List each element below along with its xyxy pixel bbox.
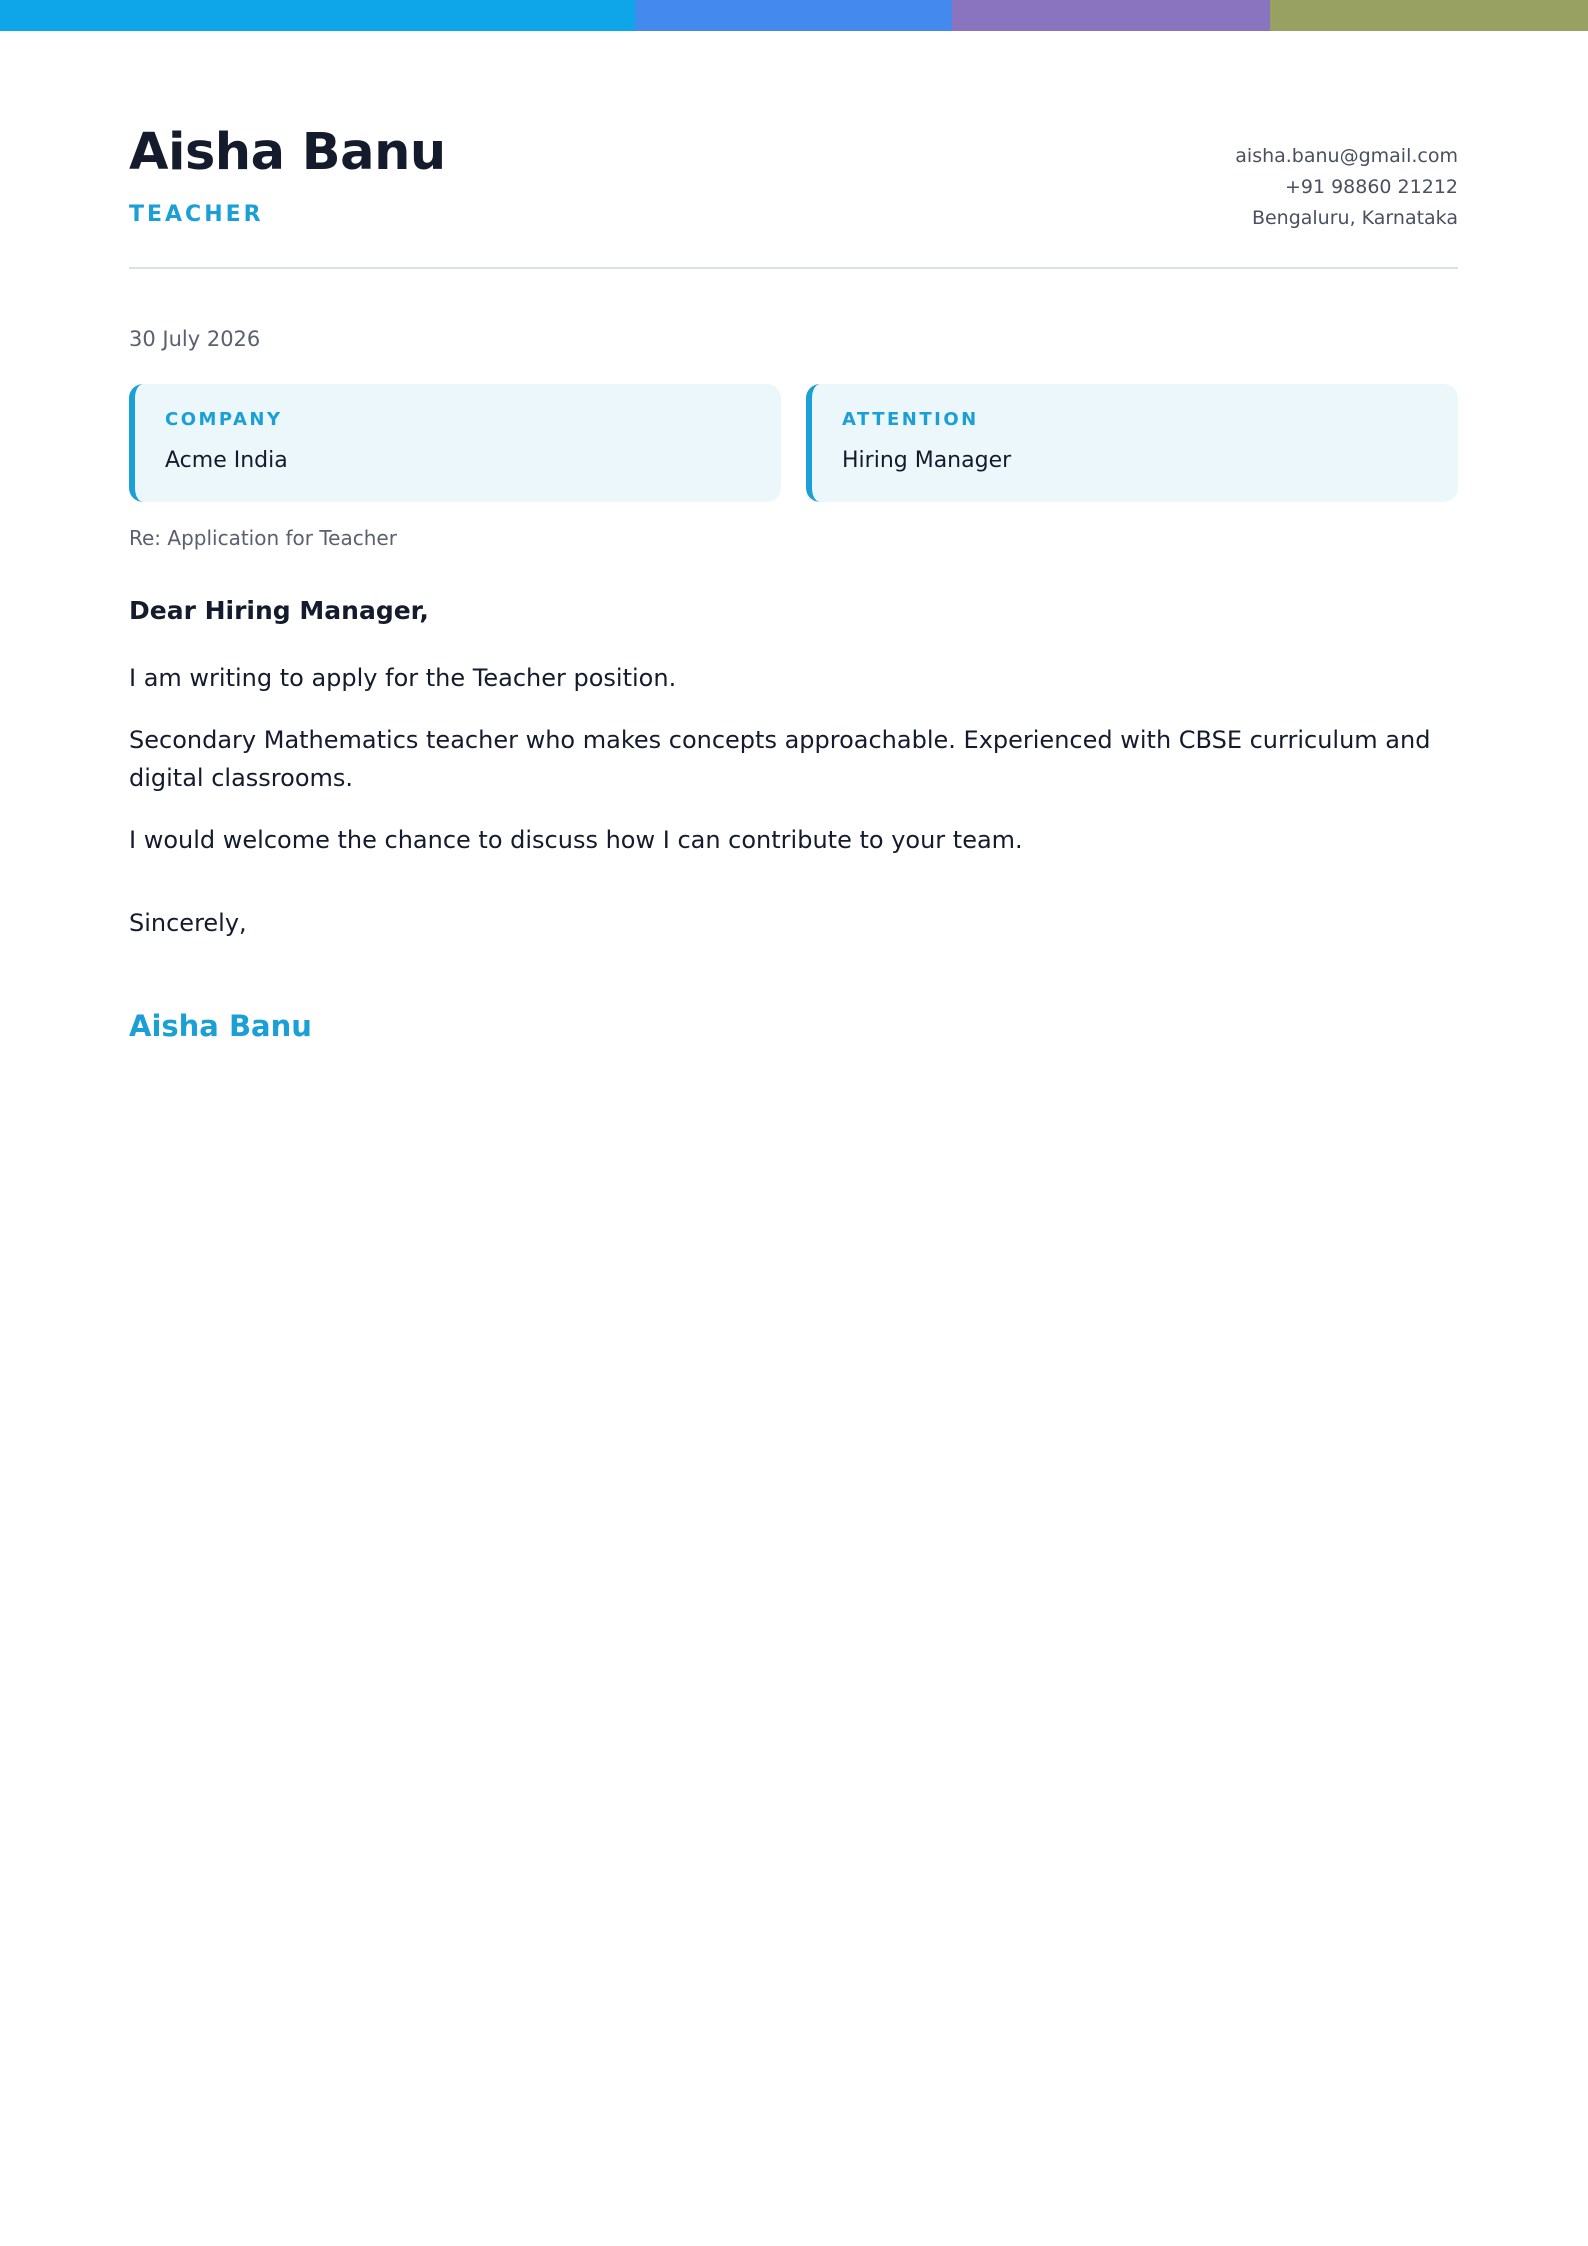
salutation: Dear Hiring Manager, <box>129 596 429 625</box>
attention-card <box>806 384 1458 502</box>
contact-location: Bengaluru, Karnataka <box>1251 207 1458 229</box>
contact-email: aisha.banu@gmail.com <box>1235 145 1458 167</box>
letter-subject: Re: Application for Teacher <box>129 526 397 550</box>
closing: Sincerely, <box>129 909 247 937</box>
contact-phone: +91 98860 21212 <box>1284 176 1458 198</box>
body-paragraph-3: I would welcome the chance to discuss how I can contribute to your team. <box>129 826 1023 854</box>
company-label: COMPANY <box>165 409 283 430</box>
body-paragraph-2: Secondary Mathematics teacher who makes concepts approachable. Experienced with CBSE curriculum and digital classrooms. <box>129 726 1431 792</box>
body-paragraph-1: I am writing to apply for the Teacher position. <box>129 664 677 692</box>
color-band-segment-2 <box>635 0 952 31</box>
recipient-cards <box>129 384 1458 502</box>
color-band-segment-3 <box>952 0 1270 31</box>
color-band-segment-1 <box>0 0 635 31</box>
letter-date: 30 July 2026 <box>129 327 261 351</box>
sender-name: Aisha Banu <box>129 123 446 182</box>
signature-name: Aisha Banu <box>129 1009 312 1043</box>
sender-role: TEACHER <box>129 202 264 227</box>
color-band-segment-4 <box>1270 0 1588 31</box>
company-card <box>129 384 781 502</box>
attention-name: Hiring Manager <box>842 448 1012 473</box>
attention-label: ATTENTION <box>842 409 979 430</box>
company-name: Acme India <box>165 448 288 473</box>
color-band <box>0 0 1588 31</box>
letter-header <box>129 31 1458 269</box>
letter-page <box>129 31 1458 1043</box>
contact-block <box>1235 141 1458 234</box>
